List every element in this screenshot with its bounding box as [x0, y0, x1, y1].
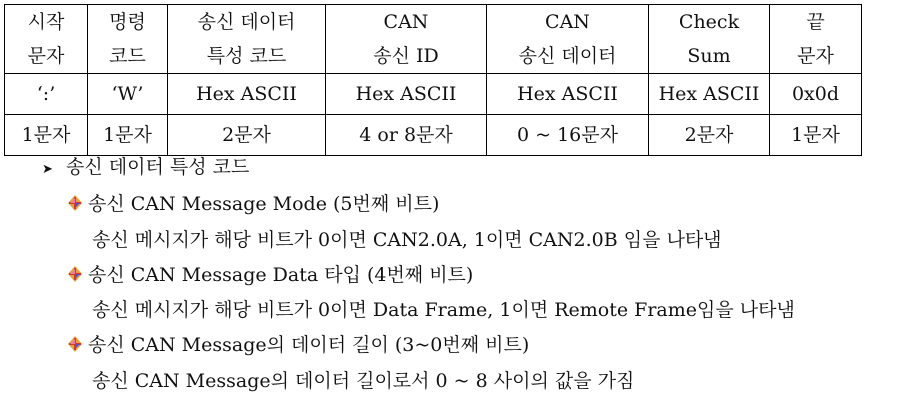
item-description: 송신 메시지가 해당 비트가 0이면 Data Frame, 1이면 Remote Frame임을 나타냄	[92, 299, 795, 321]
value-cell: Hex ASCII	[326, 74, 487, 115]
value-cell: Hex ASCII	[649, 74, 770, 115]
arrow-bullet-icon: ➤	[42, 162, 53, 177]
item-label: 송신 CAN Message Data 타입 (4번째 비트)	[88, 264, 474, 286]
length-cell: 1문자	[5, 115, 88, 156]
length-row	[5, 115, 862, 156]
value-cell: Hex ASCII	[487, 74, 649, 115]
section-heading	[42, 154, 249, 183]
list-item	[66, 191, 439, 217]
protocol-table	[4, 4, 862, 156]
diamond-bullet-icon	[66, 265, 88, 283]
value-cell: Hex ASCII	[168, 74, 326, 115]
value-cell: ‘W’	[88, 74, 168, 115]
item-label: 송신 CAN Message Mode (5번째 비트)	[88, 193, 440, 215]
item-description: 송신 메시지가 해당 비트가 0이면 CAN2.0A, 1이면 CAN2.0B 임을 나타냄	[92, 229, 722, 251]
diamond-bullet-icon	[66, 194, 88, 212]
length-cell: 1문자	[88, 115, 168, 156]
length-cell: 2문자	[649, 115, 770, 156]
list-item	[66, 262, 473, 288]
header-can-tx-data: CAN 송신 데이터	[487, 5, 649, 74]
header-can-tx-id: CAN 송신 ID	[326, 5, 487, 74]
header-tx-data-code: 송신 데이터 특성 코드	[168, 5, 326, 74]
header-checksum: Check Sum	[649, 5, 770, 74]
section-title: 송신 데이터 특성 코드	[66, 156, 250, 178]
item-description: 송신 CAN Message의 데이터 길이로서 0 ~ 8 사이의 값을 가짐	[92, 370, 635, 392]
value-cell: 0x0d	[770, 74, 862, 115]
length-cell: 2문자	[168, 115, 326, 156]
header-row	[5, 5, 862, 74]
header-command-code: 명령 코드	[88, 5, 168, 74]
length-cell: 1문자	[770, 115, 862, 156]
header-start-char: 시작 문자	[5, 5, 88, 74]
value-cell: ‘:’	[5, 74, 88, 115]
header-end-char: 끝 문자	[770, 5, 862, 74]
item-label: 송신 CAN Message의 데이터 길이 (3~0번째 비트)	[88, 334, 530, 356]
diamond-bullet-icon	[66, 335, 88, 353]
length-cell: 4 or 8문자	[326, 115, 487, 156]
length-cell: 0 ~ 16문자	[487, 115, 649, 156]
value-row	[5, 74, 862, 115]
list-item	[66, 332, 529, 358]
